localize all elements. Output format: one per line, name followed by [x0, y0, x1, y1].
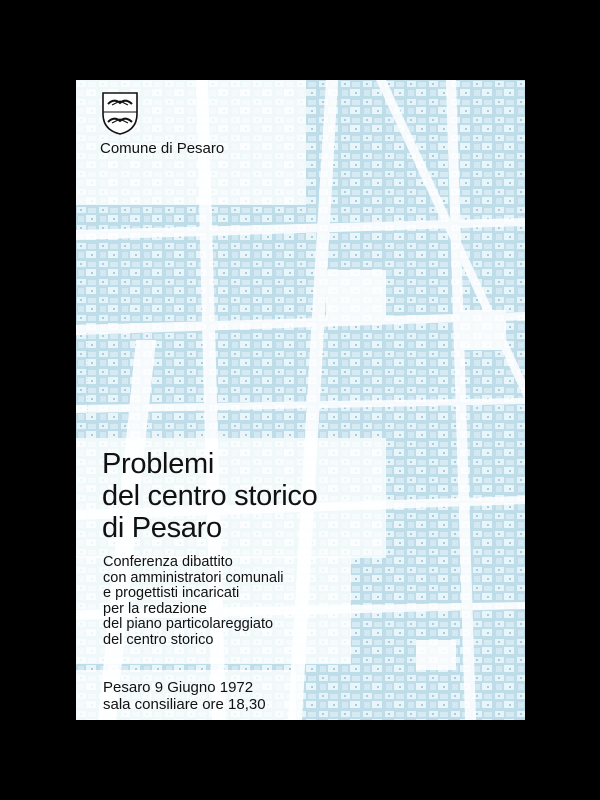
poster-title	[102, 448, 317, 544]
description-line: e progettisti incaricati	[103, 585, 240, 601]
description-line: con amministratori comunali	[103, 569, 284, 586]
title-line: del centro storico	[102, 480, 318, 512]
event-place: sala consiliare ore 18,30	[103, 695, 266, 713]
title-line: di Pesaro	[102, 512, 222, 544]
description-line: del centro storico	[103, 631, 214, 648]
description-line: per la redazione	[103, 600, 207, 617]
title-line: Problemi	[102, 448, 215, 480]
description-line: del piano particolareggiato	[103, 616, 274, 632]
comune-emblem-icon	[100, 90, 140, 136]
issuer-name: Comune di Pesaro	[100, 140, 225, 157]
description-line: Conferenza dibattito	[103, 554, 233, 570]
event-date: Pesaro 9 Giugno 1972	[103, 679, 254, 696]
poster	[76, 80, 525, 720]
event-details	[103, 680, 266, 713]
printer-credit-vertical: · · · · · · · · · · · · · · · · · · · · · · · ·	[85, 332, 92, 414]
event-description	[103, 555, 284, 648]
